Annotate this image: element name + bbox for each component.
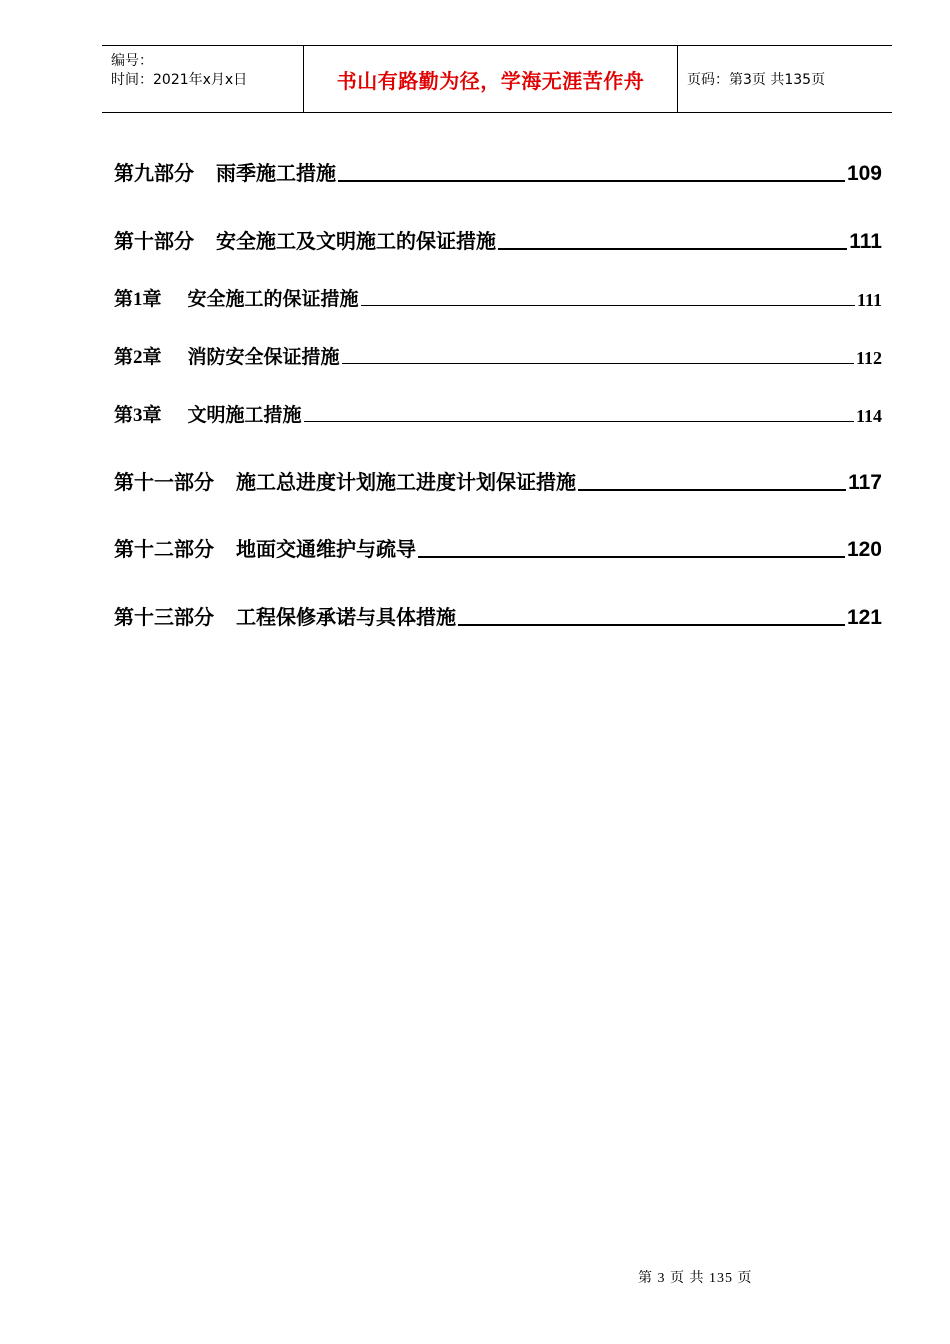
toc-entry-page: 112 [855,348,882,368]
toc-leader-line [418,556,845,558]
toc-entry-number: 第十二部分 [114,537,214,561]
toc-entry-title: 安全施工及文明施工的保证措施 [216,229,496,253]
toc-entry[interactable] [114,283,882,311]
toc-leader-line [578,489,846,491]
toc-leader-line [498,248,847,250]
toc-entry-number: 第3章 [114,405,162,426]
toc-entry-page: 111 [849,230,882,253]
header-meta [102,46,304,112]
header-motto: 书山有路勤为径，学海无涯苦作舟 [336,68,645,93]
toc-entry-page: 111 [856,290,882,310]
toc-entry[interactable] [114,465,882,495]
header-page-info: 页码：第3页 共135页 [687,72,826,88]
toc-entry[interactable] [114,156,882,186]
toc-leader-line [458,624,845,626]
toc-entry-page: 117 [848,471,882,494]
toc-entry-number: 第十一部分 [114,470,214,494]
toc-leader-line [304,421,854,422]
footer-page-number: 第 3 页 共 135 页 [638,1271,753,1286]
toc-entry-number: 第2章 [114,347,162,368]
toc-entry-title: 消防安全保证措施 [187,346,340,368]
toc-entry-number: 第1章 [114,289,162,310]
toc-entry[interactable] [114,341,882,369]
toc-entry-number: 第十三部分 [114,605,214,629]
toc-leader-line [342,363,854,364]
toc-entry-page: 120 [846,538,882,561]
header-page-info-cell [678,46,892,112]
toc-entry[interactable] [114,532,882,562]
toc-entry-number: 第十部分 [114,229,194,253]
header-motto-cell [304,46,678,112]
toc-entry-title: 施工总进度计划施工进度计划保证措施 [236,470,576,494]
toc-entry-title: 工程保修承诺与具体措施 [236,605,456,629]
toc-entry[interactable] [114,224,882,254]
toc-entry-title: 文明施工措施 [187,404,302,426]
toc-entry[interactable] [114,600,882,630]
toc-leader-line [338,180,845,182]
toc-entry-page: 109 [846,162,882,185]
toc-entry-page: 114 [855,406,882,426]
toc-entry[interactable] [114,399,882,427]
toc-entry-title: 雨季施工措施 [216,161,336,185]
doc-time-label: 时间：2021年x月x日 [111,72,248,88]
toc-entry-number: 第九部分 [114,161,194,185]
toc-entry-title: 地面交通维护与疏导 [236,537,416,561]
toc-entry-title: 安全施工的保证措施 [187,288,359,310]
page-header [102,45,892,113]
toc-entry-page: 121 [846,606,882,629]
doc-number-label: 编号： [111,53,153,69]
toc-leader-line [361,305,855,306]
